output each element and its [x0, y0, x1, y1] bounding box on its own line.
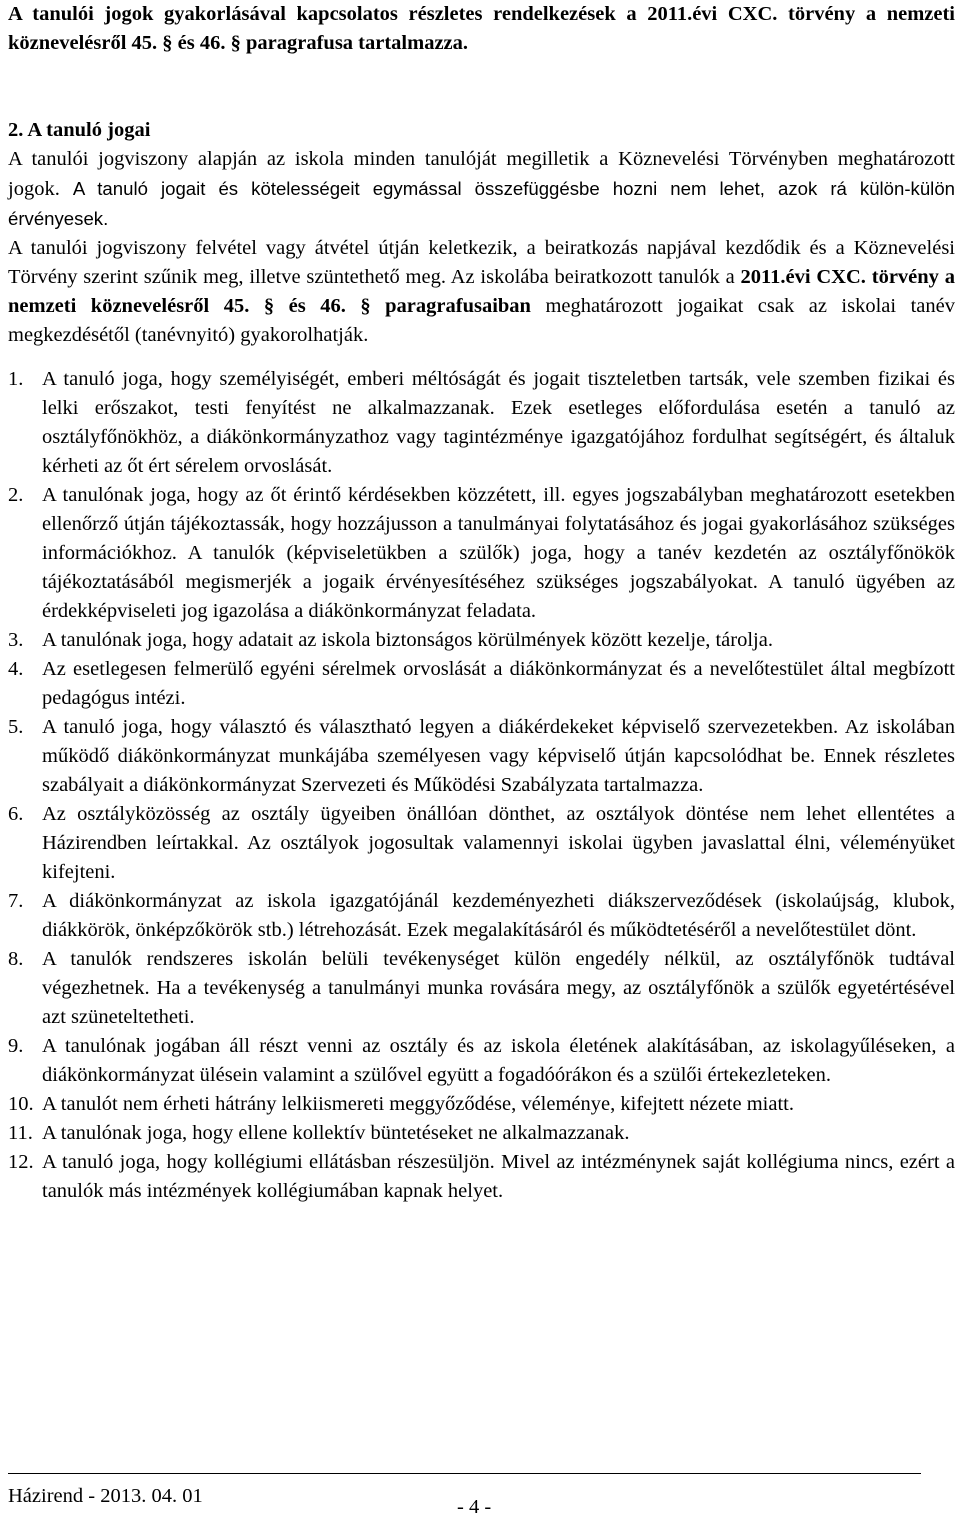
list-item-text: Az osztályközösség az osztály ügyeiben önállóan dönthet, az osztályok döntése nem lehet ellentétes a Házirendben leírtakkal. Az osztályok jogosultak valamennyi iskolai ügyben javaslattal élni, véleményüket kifejteni.: [42, 803, 955, 883]
list-item-number: 10.: [8, 1093, 34, 1115]
list-item-text: A tanuló joga, hogy személyiségét, emberi méltóságát és jogait tiszteletben tartsák, vele szemben fizikai és lelki erőszakot, testi fenyítést ne alkalmazzanak. Ezek esetleges előfordulása esetén a tanuló az osztályfőnökhöz, a diákönkormányzathoz vagy tagintézménye igazgatójához fordulhat segítségért, és általuk kérheti az őt ért sérelem orvoslását.: [42, 368, 955, 477]
list-item-number: 3.: [8, 629, 24, 651]
list-item-number: 1.: [8, 368, 24, 390]
list-item-number: 12.: [8, 1151, 34, 1173]
list-item-text: A tanulót nem érheti hátrány lelkiismereti meggyőződése, véleménye, kifejtett nézete miatt.: [42, 1093, 794, 1115]
paragraph-2-bold: 2011.évi CXC. törvény a nemzeti köznevelésről 45. § és 46. § paragrafusaiban: [8, 266, 955, 317]
footer-divider: [8, 1473, 921, 1474]
list-item-text: A tanulónak joga, hogy az őt érintő kérdésekben közzétett, ill. egyes jogszabályban meghatározott esetekben ellenőrző útján tájékoztassák, hogy hozzájusson a tanulmányai folytatásához és jogai gyakorlásához szükséges információkhoz. A tanulók (képviseletükben a szülők) joga, hogy a tanév kezdetén az osztályfőnökök tájékoztatásából megismerjék a jogaik érvényesítéséhez szükséges jogszabályokat. A tanuló ügyében az érdekképviseleti jog igazolása a diákönkormányzat feladata.: [42, 484, 955, 622]
page-number: - 4 -: [457, 1496, 492, 1518]
list-item-number: 5.: [8, 716, 24, 738]
paragraph-1-sans-text: A tanuló jogait és kötelességeit egymással összefüggésbe hozni nem lehet, azok rá külön-külön érvényesek.: [8, 178, 955, 229]
list-item-text: A tanulók rendszeres iskolán belüli tevékenységet külön engedély nélkül, az osztályfőnök tudtával végezhetnek. Ha a tevékenység a tanulmányi munka rovására megy, az osztályfőnök a szülők egyetértésével azt szüneteltetheti.: [42, 948, 955, 1028]
list-item-text: A diákönkormányzat az iskola igazgatójánál kezdeményezheti diákszerveződések (iskolaújság, klubok, diákkörök, önképzőkörök stb.) létrehozását. Ezek megalakításáról és működtetéséről a nevelőtestület dönt.: [42, 890, 955, 941]
list-item: [8, 655, 955, 713]
list-item-number: 6.: [8, 803, 24, 825]
list-item-number: 2.: [8, 484, 24, 506]
list-item-text: A tanuló joga, hogy kollégiumi ellátásban részesüljön. Mivel az intézménynek saját kollégiuma nincs, ezért a tanulók más intézmények kollégiumában kapnak helyet.: [42, 1151, 955, 1202]
list-item: [8, 1148, 955, 1206]
paragraph-2-end: meghatározott jogaikat csak az iskolai tanév megkezdésétől (tanévnyitó) gyakorolhatják.: [8, 295, 956, 346]
list-item: [8, 481, 955, 626]
document-page: [8, 0, 955, 1206]
list-item-text: A tanuló joga, hogy választó és választható legyen a diákérdekeket képviselő szervezetekben. Az iskolában működő diákönkormányzat munkájába személyesen vagy képviselő útján kapcsolódhat be. Ennek részletes szabályait a diákönkormányzat Szervezeti és Működési Szabályzata tartalmazza.: [42, 716, 955, 796]
list-item: [8, 365, 955, 481]
list-item: [8, 626, 955, 655]
list-item-text: A tanulónak joga, hogy ellene kollektív büntetéseket ne alkalmazzanak.: [42, 1122, 630, 1144]
list-item-text: Az esetlegesen felmerülő egyéni sérelmek orvoslását a diákönkormányzat és a nevelőtestület által megbízott pedagógus intézi.: [42, 658, 955, 709]
paragraph-1: [8, 145, 955, 234]
list-item: [8, 945, 955, 1032]
paragraph-2-start: A tanulói jogviszony felvétel vagy átvétel útján keletkezik, a beiratkozás napjával kezdődik és a Köznevelési Törvény szerint szűnik meg, illetve szüntethető meg. Az iskolába beiratkozott tanulók a: [8, 237, 955, 288]
intro-paragraph: A tanulói jogok gyakorlásával kapcsolatos részletes rendelkezések a 2011.évi CXC. törvény a nemzeti köznevelésről 45. § és 46. § paragrafusa tartalmazza.: [8, 3, 955, 54]
list-item: [8, 887, 955, 945]
paragraph-2: [8, 234, 955, 350]
list-item: [8, 800, 955, 887]
list-item-text: A tanulónak joga, hogy adatait az iskola biztonságos körülmények között kezelje, tárolja.: [42, 629, 773, 651]
list-item-number: 9.: [8, 1035, 24, 1057]
footer-document-title: Házirend - 2013. 04. 01: [8, 1485, 203, 1507]
section-title: 2. A tanuló jogai: [8, 119, 151, 141]
list-item-number: 4.: [8, 658, 24, 680]
paragraph-1-text: A tanulói jogviszony alapján az iskola minden tanulóját megilletik a Köznevelési Törvényben meghatározott jogok.: [8, 148, 955, 200]
list-item: [8, 1119, 955, 1148]
list-item: [8, 1090, 955, 1119]
list-item-text: A tanulónak jogában áll részt venni az osztály és az iskola életének alakításában, az iskolagyűléseken, a diákönkormányzat ülésein valamint a szülővel együtt a fogadóórákon és a szülői értekezleteken.: [42, 1035, 955, 1086]
list-item-number: 11.: [8, 1122, 33, 1144]
list-item-number: 7.: [8, 890, 24, 912]
rights-list: [8, 365, 955, 1206]
list-item: [8, 1032, 955, 1090]
list-item: [8, 713, 955, 800]
list-item-number: 8.: [8, 948, 24, 970]
